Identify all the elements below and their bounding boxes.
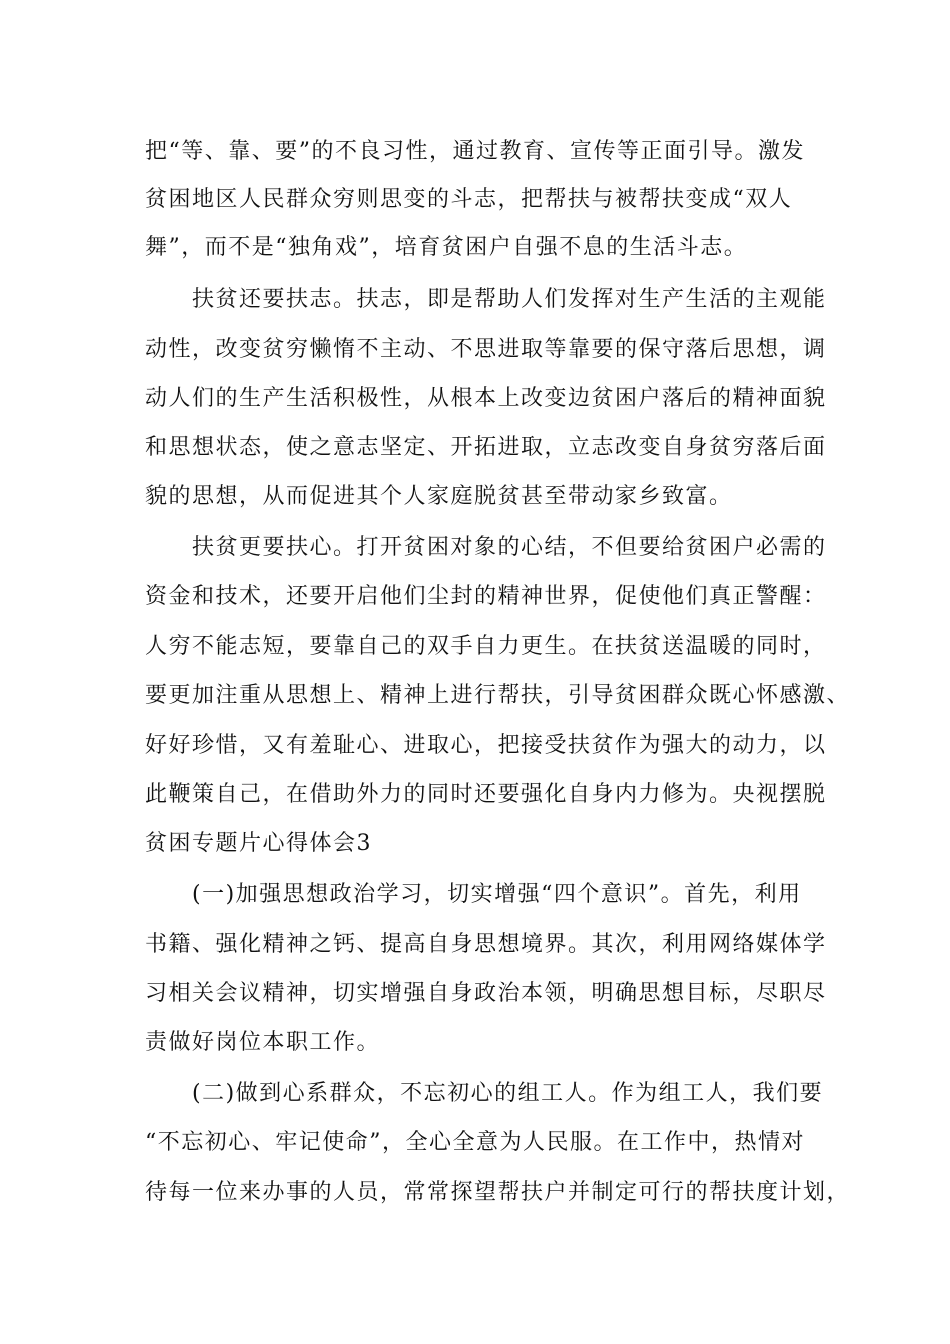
- paragraph-3-line-2: 资金和技术，还要开启他们尘封的精神世界，促使他们真正警醒：: [145, 584, 827, 609]
- paragraph-2-line-1: 扶贫还要扶志。扶志，即是帮助人们发挥对生产生活的主观能: [192, 287, 827, 312]
- paragraph-2-line-3: 动人们的生产生活积极性，从根本上改变边贫困户落后的精神面貌: [145, 386, 827, 411]
- paragraph-3-line-7: 贫困专题片心得体会3: [145, 831, 372, 856]
- paragraph-4-line-2: 书籍、强化精神之钙、提高自身思想境界。其次，利用网络媒体学: [145, 932, 827, 957]
- paragraph-4-line-4: 责做好岗位本职工作。: [145, 1030, 381, 1055]
- paragraph-3-line-1: 扶贫更要扶心。打开贫困对象的心结，不但要给贫困户必需的: [192, 535, 827, 560]
- paragraph-3-line-6: 此鞭策自己，在借助外力的同时还要强化自身内力修为。央视摆脱: [145, 782, 827, 807]
- paragraph-1-line-2: 贫困地区人民群众穷则思变的斗志，把帮扶与被帮扶变成“双人: [145, 187, 793, 212]
- paragraph-1-line-1: 把“等、靠、要”的不良习性，通过教育、宣传等正面引导。激发: [145, 139, 805, 164]
- paragraph-5-line-1: (二)做到心系群众，不忘初心的组工人。作为组工人，我们要: [192, 1081, 824, 1106]
- paragraph-4-line-1: (一)加强思想政治学习，切实增强“四个意识”。首先，利用: [192, 882, 802, 907]
- paragraph-3-line-5: 好好珍惜，又有羞耻心、进取心，把接受扶贫作为强大的动力，以: [145, 733, 827, 758]
- paragraph-4-line-3: 习相关会议精神，切实增强自身政治本领，明确思想目标，尽职尽: [145, 981, 827, 1006]
- paragraph-1-line-3: 舞”，而不是“独角戏”，培育贫困户自强不息的生活斗志。: [145, 235, 748, 260]
- paragraph-3-line-3: 人穷不能志短，要靠自己的双手自力更生。在扶贫送温暖的同时，: [145, 634, 827, 659]
- paragraph-5-line-2: “不忘初心、牢记使命”，全心全意为人民服。在工作中，热情对: [145, 1130, 805, 1155]
- paragraph-3-line-4: 要更加注重从思想上、精神上进行帮扶，引导贫困群众既心怀感激、: [145, 683, 851, 708]
- paragraph-2-line-4: 和思想状态，使之意志坚定、开拓进取，立志改变自身贫穷落后面: [145, 435, 827, 460]
- paragraph-2-line-2: 动性，改变贫穷懒惰不主动、不思进取等靠要的保守落后思想，调: [145, 337, 827, 362]
- paragraph-2-line-5: 貌的思想，从而促进其个人家庭脱贫甚至带动家乡致富。: [145, 484, 733, 509]
- paragraph-5-line-3: 待每一位来办事的人员，常常探望帮扶户并制定可行的帮扶度计划，: [145, 1180, 851, 1205]
